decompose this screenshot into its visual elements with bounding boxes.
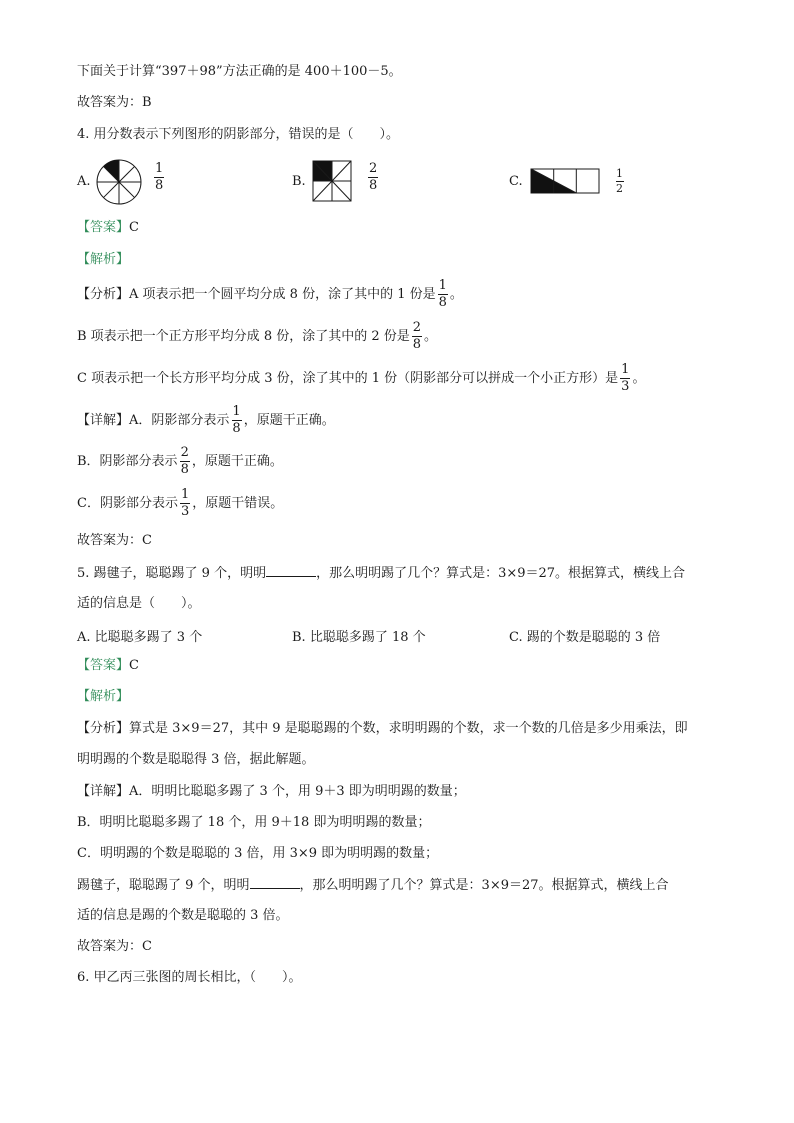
option-a-label: A. — [77, 174, 91, 189]
q4-fenxi-a: 【分析】A 项表示把一个圆平均分成 8 份，涂了其中的 1 份是 $\frac{1}{8}$ 。 — [77, 278, 463, 310]
q5-final-answer: 故答案为：C — [77, 939, 152, 954]
option-b-fraction: $\frac{2}{8}$ — [369, 161, 378, 193]
q5-fenxi-2: 明明踢的个数是聪聪得 3 倍，据此解题。 — [77, 752, 315, 767]
q4-answer: 【答案】C — [77, 220, 139, 235]
question-4: 4. 用分数表示下列图形的阴影部分，错误的是（ ）。 — [77, 127, 400, 142]
answer-blank — [250, 876, 300, 889]
option-c-fraction: $\frac{1}{2}$ — [616, 167, 623, 195]
q4-fenxi-c: C 项表示把一个长方形平均分成 3 份，涂了其中的 1 份（阴影部分可以拼成一个小正方形）是 $\frac{1}{3}$ 。 — [77, 362, 646, 394]
question-6: 6. 甲乙丙三张图的周长相比，（ ）。 — [77, 970, 302, 985]
q5-detail-a: 【详解】A．明明比聪聪多踢了 3 个，用 9＋3 即为明明踢的数量； — [77, 784, 466, 799]
q5-detail-b: B．明明比聪聪多踢了 18 个，用 9＋18 即为明明踢的数量； — [77, 815, 431, 830]
q5-fenxi-1: 【分析】算式是 3×9＝27，其中 9 是聪聪踢的个数，求明明踢的个数，求一个数的几倍是多少用乘法，即 — [77, 721, 688, 736]
option-a-fraction: $\frac{1}{8}$ — [155, 161, 164, 193]
rectangle-figure — [530, 168, 600, 194]
circle-figure — [95, 158, 143, 206]
q5-detail-c: C．明明踢的个数是聪聪的 3 倍，用 3×9 即为明明踢的数量； — [77, 846, 439, 861]
q5-answer: 【答案】C — [77, 658, 139, 673]
question-5-line1: 5. 踢毽子，聪聪踢了 9 个，明明 ，那么明明踢了几个？算式是：3×9＝27。根据算式，横线上合 — [77, 566, 686, 581]
q5-option-b: B. 比聪聪多踢了 18 个 — [292, 630, 426, 645]
q5-option-c: C. 踢的个数是聪聪的 3 倍 — [509, 630, 661, 645]
q4-detail-c: C．阴影部分表示 $\frac{1}{3}$ ，原题干错误。 — [77, 487, 284, 519]
option-c-label: C. — [509, 174, 523, 189]
option-b-label: B. — [292, 174, 306, 189]
q5-analysis-tag: 【解析】 — [77, 689, 130, 704]
q5-option-a: A. 比聪聪多踢了 3 个 — [77, 630, 203, 645]
answer-blank — [266, 564, 316, 577]
q4-detail-a: 【详解】A．阴影部分表示 $\frac{1}{8}$ ，原题干正确。 — [77, 404, 335, 436]
square-figure — [312, 160, 352, 202]
text-line: 下面关于计算“397＋98”方法正确的是 400＋100－5。 — [77, 64, 402, 79]
q4-final-answer: 故答案为：C — [77, 533, 152, 548]
q5-restate-2: 适的信息是踢的个数是聪聪的 3 倍。 — [77, 908, 289, 923]
q4-detail-b: B．阴影部分表示 $\frac{2}{8}$ ，原题干正确。 — [77, 445, 283, 477]
question-5-line2: 适的信息是（ ）。 — [77, 596, 201, 611]
q5-restate-1: 踢毽子，聪聪踢了 9 个，明明 ，那么明明踢了几个？算式是：3×9＝27。根据算式，横线上合 — [77, 878, 669, 893]
q4-fenxi-b: B 项表示把一个正方形平均分成 8 份，涂了其中的 2 份是 $\frac{2}{8}$ 。 — [77, 320, 438, 352]
q4-analysis-tag: 【解析】 — [77, 252, 130, 267]
answer-line: 故答案为：B — [77, 95, 152, 110]
